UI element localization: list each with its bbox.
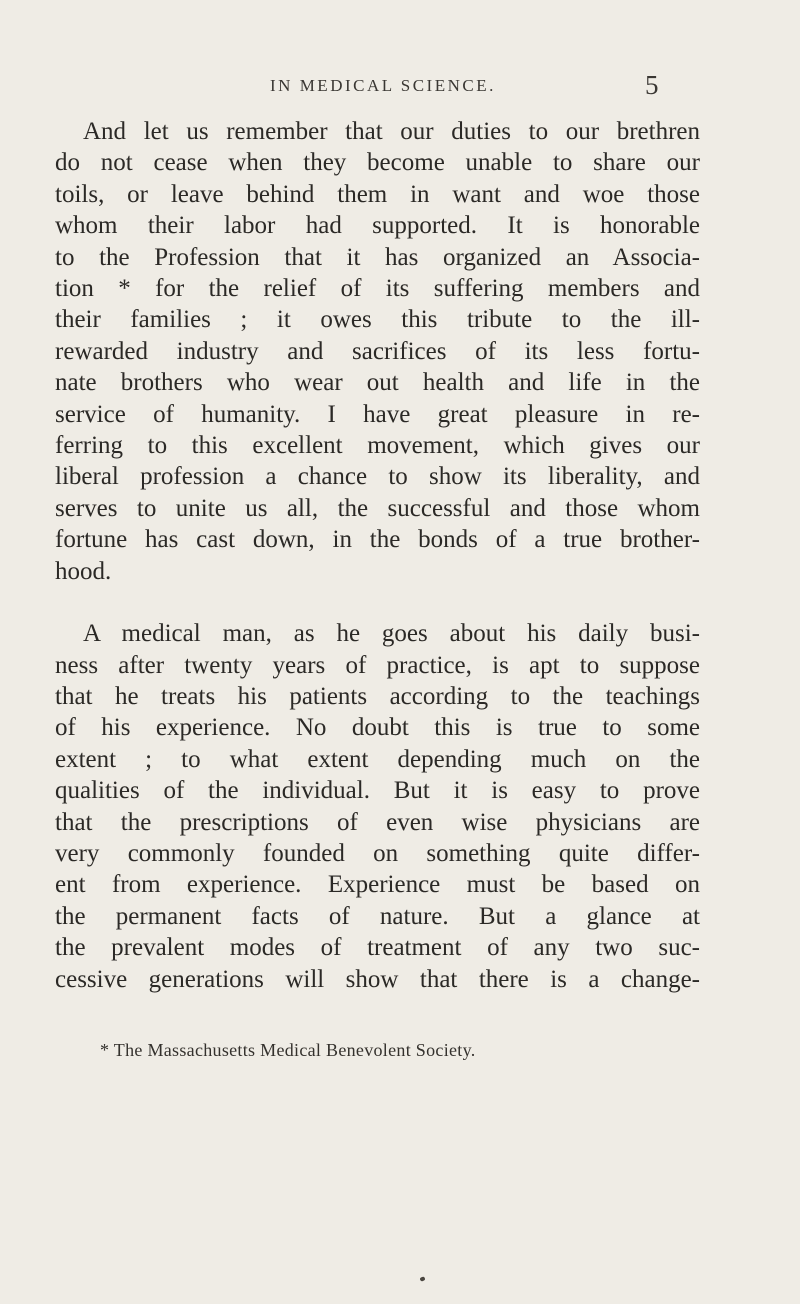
text-line: their families ; it owes this tribute to the ill-	[55, 306, 700, 334]
text-line: the prevalent modes of treatment of any two suc-	[55, 934, 700, 962]
text-line: of his experience. No doubt this is true to some	[55, 714, 700, 742]
page-number: 5	[645, 70, 659, 100]
text-line: serves to unite us all, the successful and those whom	[55, 494, 700, 522]
text-line: that he treats his patients according to the teachings	[55, 682, 700, 710]
text-line: toils, or leave behind them in want and woe those	[55, 180, 700, 208]
paragraph-gap	[55, 587, 700, 618]
text-line: fortune has cast down, in the bonds of a true brother-	[55, 526, 700, 554]
text-line: the permanent facts of nature. But a glance at	[55, 902, 700, 930]
text-line: service of humanity. I have great pleasure in re-	[55, 400, 700, 428]
paragraph-2	[55, 618, 700, 995]
text-line: And let us remember that our duties to our brethren	[83, 118, 700, 145]
text-line: hood.	[55, 557, 112, 585]
footnote: * The Massachusetts Medical Benevolent Society.	[100, 1040, 476, 1060]
text-line: that the prescriptions of even wise physicians are	[55, 808, 700, 836]
body-text	[55, 116, 700, 995]
text-line: ent from experience. Experience must be based on	[55, 871, 700, 899]
text-line: qualities of the individual. But it is easy to prove	[55, 777, 700, 805]
ink-speck	[419, 1276, 425, 1282]
text-line: A medical man, as he goes about his daily busi-	[83, 620, 700, 648]
text-line: very commonly founded on something quite differ-	[55, 839, 700, 867]
text-line: whom their labor had supported. It is honorable	[55, 212, 700, 240]
running-title: IN MEDICAL SCIENCE.	[270, 76, 496, 95]
paragraph-1	[55, 116, 700, 587]
text-line: to the Profession that it has organized an Associa-	[55, 243, 700, 271]
text-line: cessive generations will show that there is a change-	[55, 965, 700, 993]
text-line: liberal profession a chance to show its liberality, and	[55, 463, 700, 491]
text-line: tion * for the relief of its suffering members and	[55, 275, 700, 303]
text-line: nate brothers who wear out health and life in the	[55, 369, 700, 397]
text-line: rewarded industry and sacrifices of its less fortu-	[55, 337, 700, 365]
text-line: ferring to this excellent movement, which gives our	[55, 432, 700, 460]
text-line: ness after twenty years of practice, is apt to suppose	[55, 651, 700, 679]
text-line: do not cease when they become unable to share our	[55, 149, 700, 177]
running-head	[0, 70, 800, 100]
text-line: extent ; to what extent depending much on the	[55, 745, 700, 773]
